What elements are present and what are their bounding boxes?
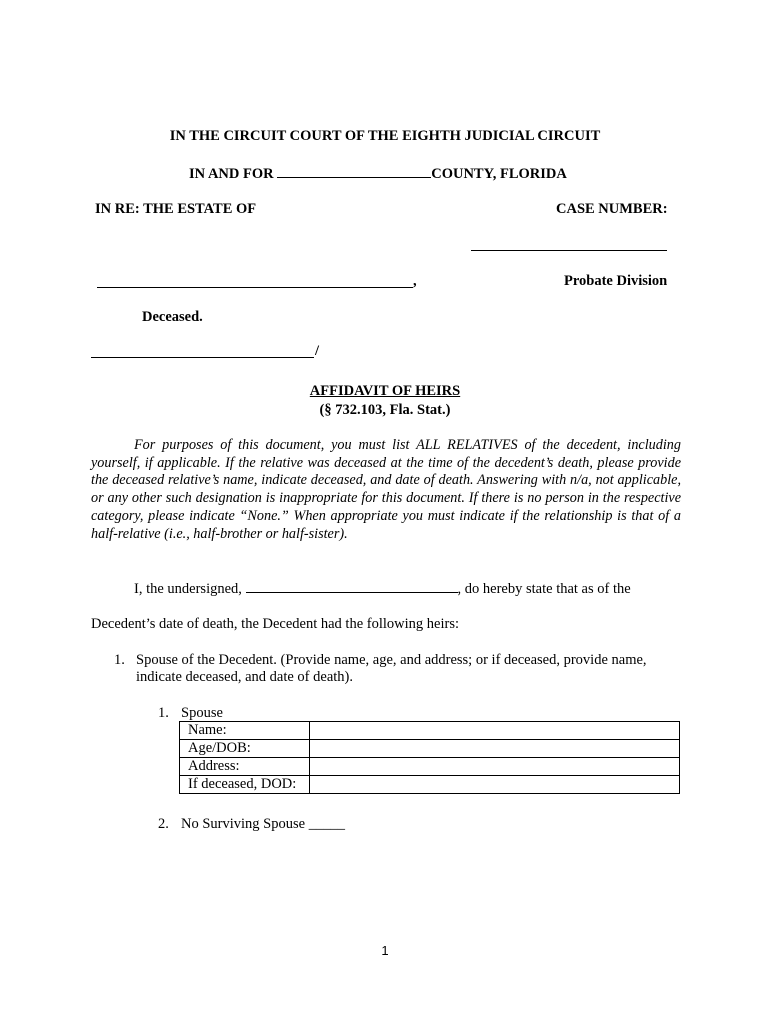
- document-title: AFFIDAVIT OF HEIRS: [309, 383, 461, 399]
- statement-prefix: I, the undersigned,: [134, 581, 242, 597]
- statement-line1: [134, 580, 631, 598]
- county-florida-label: COUNTY, FLORIDA: [431, 166, 567, 182]
- name-cell[interactable]: [310, 722, 680, 740]
- undersigned-name-blank[interactable]: [246, 580, 458, 593]
- case-number-blank[interactable]: [471, 250, 667, 251]
- caption-slash: /: [315, 343, 320, 359]
- statement-suffix: , do hereby state that as of the: [457, 581, 631, 597]
- no-spouse-blank[interactable]: _____: [308, 816, 345, 832]
- court-heading: IN THE CIRCUIT COURT OF THE EIGHTH JUDICIAL CIRCUIT: [169, 128, 601, 144]
- in-re-label: IN RE: THE ESTATE OF: [95, 201, 257, 217]
- instructions-paragraph: For purposes of this document, you must list ALL RELATIVES of the decedent, including yourself, if applicable. If the relative was deceased at the time of the decedent’s death, please provide the deceased relative’s name, indicate deceased, and date of death. Answering with n/a, not applicable, or any other such designation is inappropriate for this document. If there is no person in the respective category, please indicate “None.” When appropriate you must indicate if the relationship is that of a half-relative (i.e., half-brother or half-sister).: [91, 437, 681, 542]
- county-line: [189, 165, 567, 183]
- spouse-table: [179, 721, 680, 794]
- in-and-for-label: IN AND FOR: [189, 166, 274, 182]
- address-label: Address:: [180, 758, 310, 776]
- section1-number: 1.: [114, 652, 125, 668]
- dod-label: If deceased, DOD:: [180, 776, 310, 794]
- name-label: Name:: [180, 722, 310, 740]
- table-row: [180, 740, 680, 758]
- comma: ,: [413, 273, 417, 289]
- caption-end-line: [91, 357, 314, 358]
- table-row: [180, 722, 680, 740]
- statute-citation: (§ 732.103, Fla. Stat.): [319, 402, 451, 418]
- decedent-name-blank[interactable]: [97, 287, 413, 288]
- sub2-line: [181, 816, 345, 833]
- dod-cell[interactable]: [310, 776, 680, 794]
- statement-line2: Decedent’s date of death, the Decedent had the following heirs:: [91, 616, 460, 632]
- table-row: [180, 758, 680, 776]
- sub2-number: 2.: [158, 816, 169, 832]
- sub1-label: Spouse: [181, 705, 223, 721]
- table-row: [180, 776, 680, 794]
- section1-text-line2: indicate deceased, and date of death).: [136, 669, 353, 685]
- probate-division-label: Probate Division: [564, 273, 668, 289]
- section1-text-line1: Spouse of the Decedent. (Provide name, age, and address; or if deceased, provide name,: [136, 652, 647, 668]
- sub2-label: No Surviving Spouse: [181, 816, 306, 832]
- age-dob-label: Age/DOB:: [180, 740, 310, 758]
- sub1-number: 1.: [158, 705, 169, 721]
- address-cell[interactable]: [310, 758, 680, 776]
- page-number: 1: [381, 943, 389, 958]
- age-dob-cell[interactable]: [310, 740, 680, 758]
- case-number-label: CASE NUMBER:: [556, 201, 668, 217]
- county-blank[interactable]: [277, 165, 431, 178]
- deceased-label: Deceased.: [142, 309, 203, 325]
